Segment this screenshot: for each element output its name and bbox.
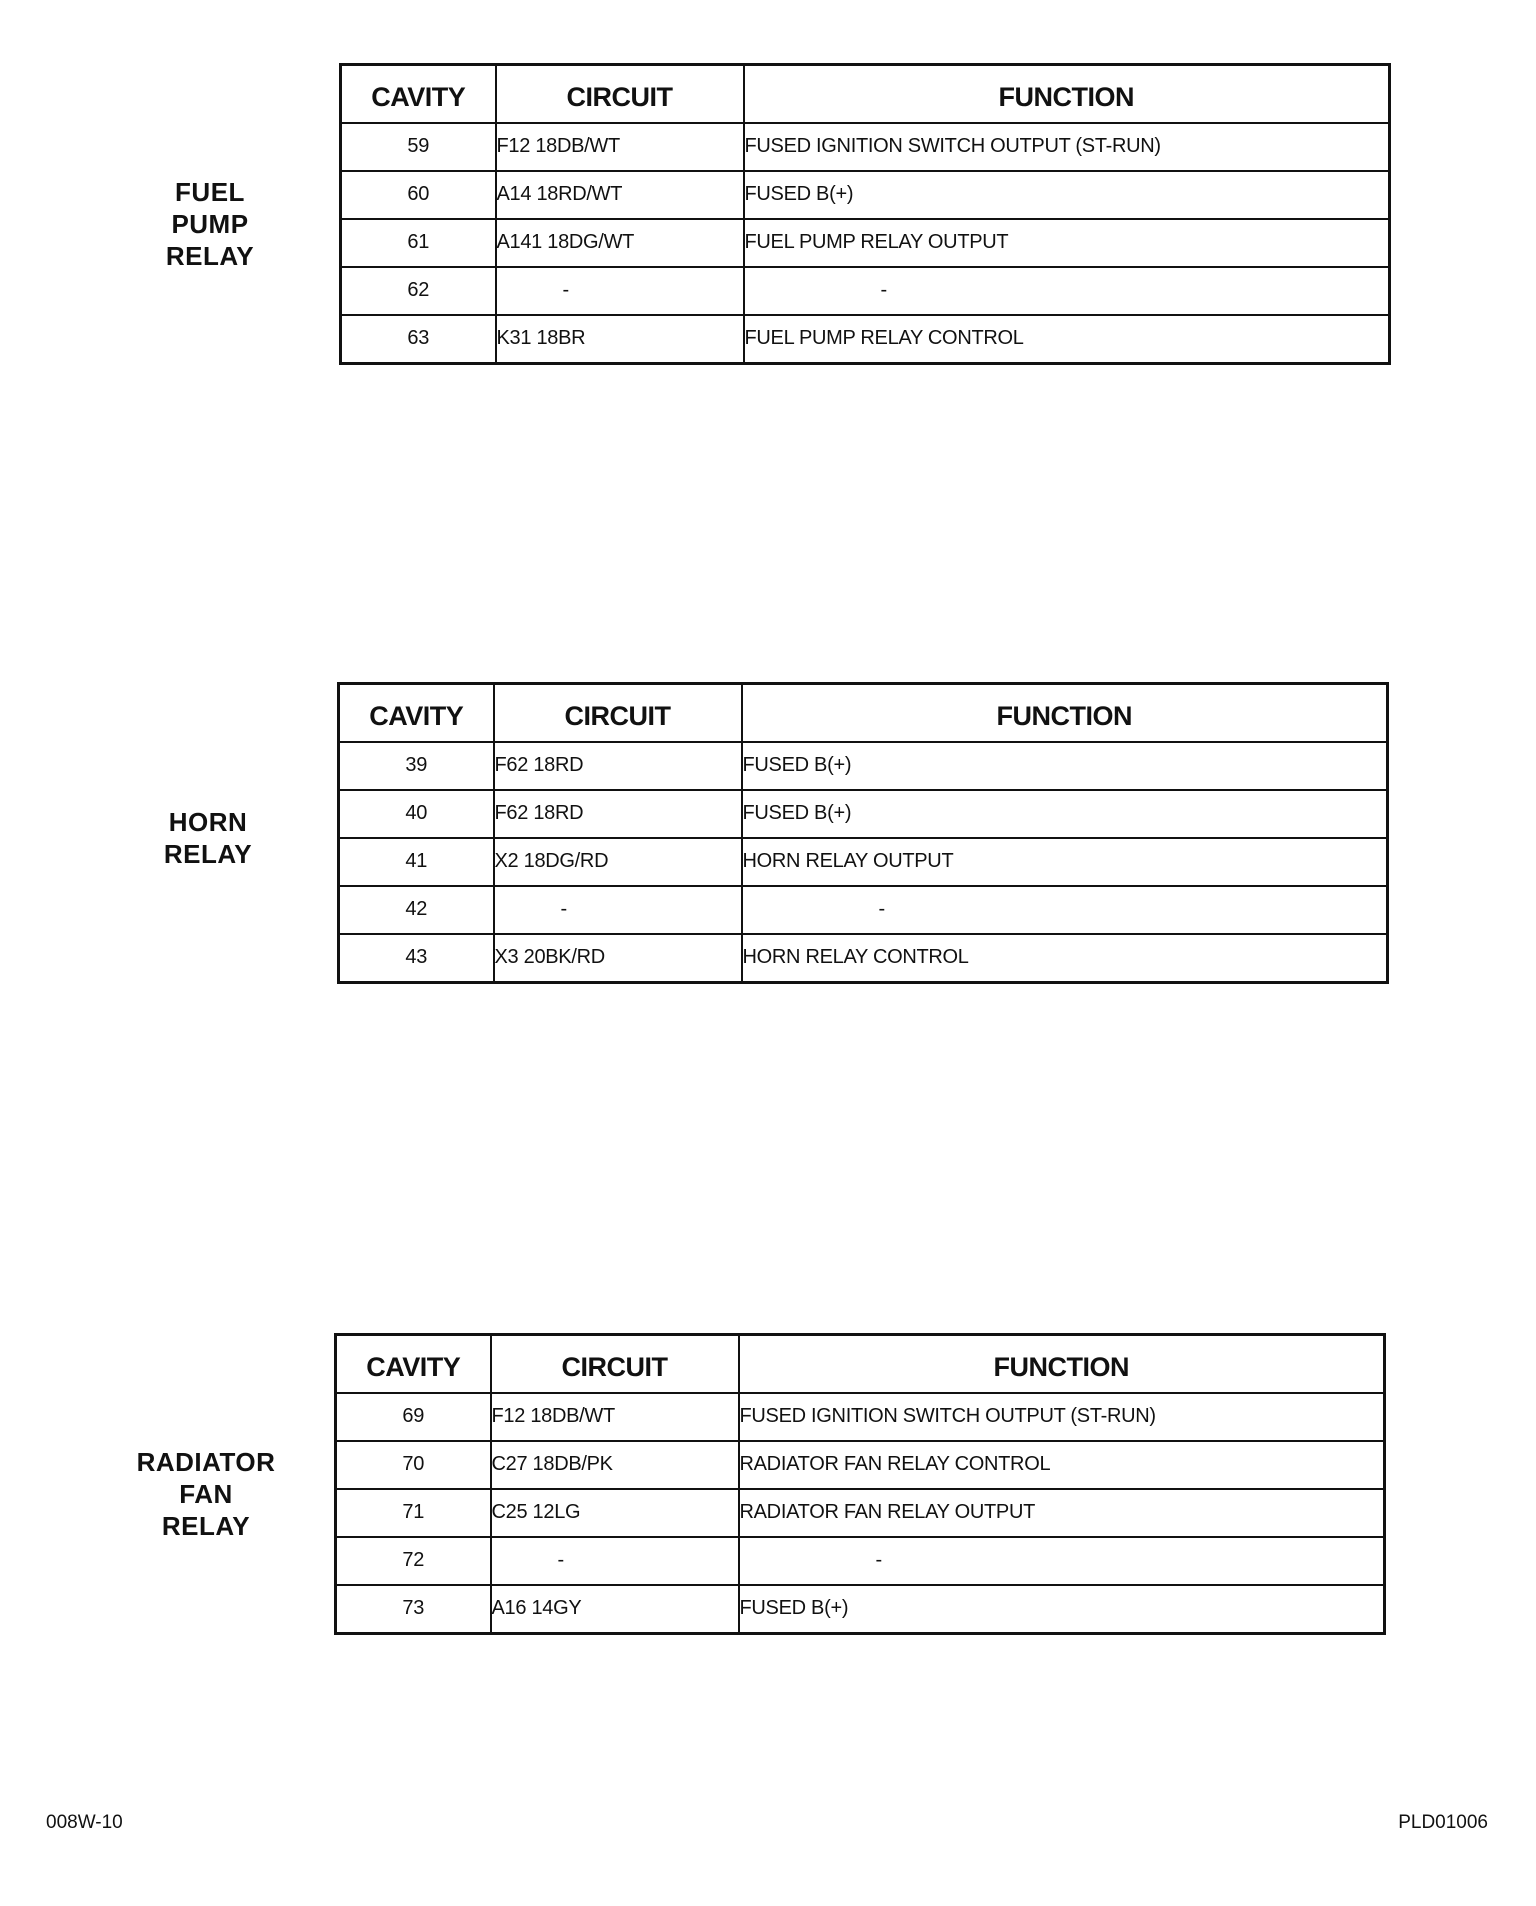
cavity-cell: 41: [339, 838, 494, 886]
cavity-cell: 62: [341, 267, 496, 315]
cavity-cell: 43: [339, 934, 494, 983]
cavity-cell: 69: [336, 1393, 491, 1441]
circuit-cell: F62 18RD: [494, 742, 742, 790]
cavity-header: CAVITY: [336, 1335, 491, 1393]
function-cell: HORN RELAY OUTPUT: [742, 838, 1388, 886]
cavity-header: CAVITY: [341, 65, 496, 123]
function-cell: FUSED IGNITION SWITCH OUTPUT (ST-RUN): [744, 123, 1390, 171]
function-cell: RADIATOR FAN RELAY CONTROL: [739, 1441, 1385, 1489]
table-row: [336, 1585, 1385, 1634]
circuit-header: CIRCUIT: [491, 1335, 739, 1393]
function-cell: RADIATOR FAN RELAY OUTPUT: [739, 1489, 1385, 1537]
circuit-cell: A141 18DG/WT: [496, 219, 744, 267]
circuit-cell: -: [494, 886, 742, 934]
footer-page-code: 008W-10: [46, 1812, 123, 1833]
table-row: [336, 1393, 1385, 1441]
circuit-cell: F62 18RD: [494, 790, 742, 838]
cavity-cell: 42: [339, 886, 494, 934]
label-line: RADIATOR: [136, 1447, 276, 1477]
function-cell: FUEL PUMP RELAY CONTROL: [744, 315, 1390, 364]
circuit-cell: -: [496, 267, 744, 315]
function-cell: HORN RELAY CONTROL: [742, 934, 1388, 983]
circuit-cell: X2 18DG/RD: [494, 838, 742, 886]
function-cell: FUSED B(+): [744, 171, 1390, 219]
function-cell: -: [744, 267, 1390, 315]
label-line: PUMP: [171, 209, 249, 239]
table-header-row: [336, 1335, 1385, 1393]
cavity-cell: 70: [336, 1441, 491, 1489]
table-row: [339, 886, 1388, 934]
fuel-pump-relay-table: [339, 63, 1391, 365]
function-header: FUNCTION: [739, 1335, 1385, 1393]
table-row: [336, 1489, 1385, 1537]
label-line: RELAY: [161, 1511, 251, 1541]
label-line: RELAY: [165, 241, 255, 271]
label-line: FUEL: [175, 177, 245, 207]
cavity-cell: 60: [341, 171, 496, 219]
table-row: [341, 123, 1390, 171]
table-row: [341, 267, 1390, 315]
cavity-cell: 72: [336, 1537, 491, 1585]
radiator-fan-relay-label: [96, 1446, 316, 1542]
horn-relay-table: [337, 682, 1389, 984]
circuit-cell: A16 14GY: [491, 1585, 739, 1634]
circuit-cell: C25 12LG: [491, 1489, 739, 1537]
cavity-cell: 71: [336, 1489, 491, 1537]
circuit-cell: -: [491, 1537, 739, 1585]
table-row: [339, 790, 1388, 838]
circuit-cell: F12 18DB/WT: [496, 123, 744, 171]
function-cell: FUSED B(+): [742, 742, 1388, 790]
cavity-cell: 73: [336, 1585, 491, 1634]
function-header: FUNCTION: [744, 65, 1390, 123]
circuit-cell: K31 18BR: [496, 315, 744, 364]
table-row: [339, 838, 1388, 886]
label-line: RELAY: [163, 839, 253, 869]
function-cell: -: [742, 886, 1388, 934]
function-cell: FUSED B(+): [742, 790, 1388, 838]
label-line: HORN: [168, 807, 248, 837]
table-row: [339, 742, 1388, 790]
cavity-cell: 40: [339, 790, 494, 838]
cavity-header: CAVITY: [339, 684, 494, 742]
table-row: [341, 219, 1390, 267]
circuit-cell: C27 18DB/PK: [491, 1441, 739, 1489]
table-header-row: [341, 65, 1390, 123]
function-cell: FUSED IGNITION SWITCH OUTPUT (ST-RUN): [739, 1393, 1385, 1441]
table-row: [341, 315, 1390, 364]
function-cell: FUEL PUMP RELAY OUTPUT: [744, 219, 1390, 267]
function-cell: FUSED B(+): [739, 1585, 1385, 1634]
table-row: [339, 934, 1388, 983]
table-row: [336, 1537, 1385, 1585]
horn-relay-label: [98, 806, 318, 870]
label-line: FAN: [179, 1479, 233, 1509]
radiator-fan-relay-table: [334, 1333, 1386, 1635]
cavity-cell: 59: [341, 123, 496, 171]
circuit-cell: A14 18RD/WT: [496, 171, 744, 219]
circuit-cell: X3 20BK/RD: [494, 934, 742, 983]
footer-figure-code: PLD01006: [1398, 1812, 1488, 1833]
table-header-row: [339, 684, 1388, 742]
fuel-pump-relay-label: [100, 176, 320, 272]
cavity-cell: 63: [341, 315, 496, 364]
circuit-header: CIRCUIT: [496, 65, 744, 123]
circuit-header: CIRCUIT: [494, 684, 742, 742]
cavity-cell: 61: [341, 219, 496, 267]
function-cell: -: [739, 1537, 1385, 1585]
cavity-cell: 39: [339, 742, 494, 790]
table-row: [341, 171, 1390, 219]
table-row: [336, 1441, 1385, 1489]
circuit-cell: F12 18DB/WT: [491, 1393, 739, 1441]
function-header: FUNCTION: [742, 684, 1388, 742]
